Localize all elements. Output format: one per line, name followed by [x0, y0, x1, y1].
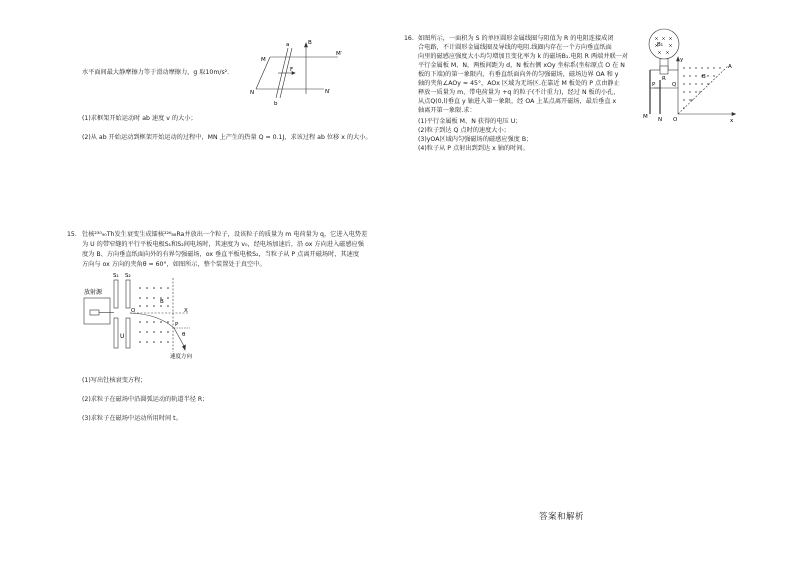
fig14-Np: N′	[325, 89, 331, 95]
fig15-vdir: 速度方向	[170, 354, 193, 360]
p15-number: 15.	[67, 231, 77, 238]
p16-q1: (1)平行金属板 M、N 获得的电压 U；	[418, 118, 522, 125]
p14-intro: 水平面间最大静摩擦力等于滑动摩擦力，g 取10m/s².	[82, 69, 230, 76]
p16-line-1: 如图所示，一面积为 S 的单匝圆形金属线圈与阻值为 R 的电阻连接成闭	[418, 35, 614, 42]
p14-figure	[248, 38, 348, 110]
p16-line-3: 向里的磁感应强度大小均匀增加且变化率为 k 的磁场B₁.电阻 R 两端并联一对	[418, 53, 629, 60]
p16-line-4: 平行金属板 M、N，两板间距为 d，N 板右侧 xOy 坐标系(坐标原点 O 在 N	[418, 62, 625, 69]
fig14-a: a	[286, 42, 290, 48]
p16-line-5: 板的下端)的第一象限内，有垂直纸面向外的匀强磁场，磁场边界 OA 和 y	[418, 71, 619, 78]
p15-q1: (1)写出钍核衰变方程；	[82, 377, 147, 384]
fig15-U: U	[120, 333, 125, 340]
p15-figure	[78, 270, 228, 362]
fig15-S1: S₁	[113, 273, 119, 279]
p16-number: 16.	[404, 35, 414, 42]
p15-q2: (2)求粒子在磁场中沿圆弧运动的轨道半径 R；	[82, 396, 209, 403]
p15-line-2: 为 U 的带窄缝的平行平板电极S₁和S₂间电场时，其速度为 v₀，经电场加速后，沿 ox 方向进入磁感应强	[82, 241, 364, 248]
fig14-N: N	[250, 90, 255, 96]
fig16-R: R	[662, 76, 666, 82]
p16-line-2: 合电路，不计圆形金属线圈及导线的电阻.线圈内存在一个方向垂直纸面	[418, 44, 612, 51]
fig15-source: 放射源	[84, 289, 103, 296]
fig14-M: M	[261, 57, 266, 63]
fig16-Q: Q	[672, 82, 677, 88]
fig16-A: A	[728, 64, 732, 70]
fig16-B: B	[702, 74, 706, 80]
p15-line-4: 方向与 ox 方向的夹角θ = 60°，如图所示，整个装置处于真空中。	[82, 261, 266, 268]
fig16-y: y	[680, 57, 684, 63]
p16-figure	[640, 26, 736, 124]
fig15-theta: θ	[182, 332, 186, 338]
p15-line-1: 钍核²³⁰₉₀Th发生衰变生成镭核²²⁶₈₈Ra并放出一个粒子，设该粒子的质量为 m 电荷量为 q，它进入电势差	[82, 231, 368, 238]
fig16-P: P	[652, 82, 656, 88]
fig15-X: X	[184, 308, 188, 314]
p16-q3: (3)yOA区域内匀强磁场的磁感应强度 B；	[418, 136, 533, 143]
fig16-B1: B₁	[657, 42, 663, 48]
fig14-b: b	[274, 101, 278, 107]
fig15-P: P	[175, 322, 179, 328]
p16-line-8: 从点Q(0,l)垂直 y 轴进入第一象限，经 OA 上某点离开磁场，最后垂直 x	[418, 98, 617, 105]
fig16-N: N	[658, 117, 663, 123]
p16-line-9: 轴离开第一象限.求：	[418, 107, 476, 114]
fig16-O: O	[673, 117, 678, 123]
fig14-B: B	[308, 40, 312, 46]
p16-q2: (2)粒子到达 Q 点时的速度大小；	[418, 127, 510, 134]
p16-q4: (4)粒子从 P 点射出到到达 x 轴的时间。	[418, 145, 529, 152]
p16-line-6: 轴的夹角∠AOy = 45°，AOx 区域为无场区.在靠近 M 板处的 P 点由静止	[418, 80, 620, 87]
p14-q1: (1)求框架开始运动时 ab 速度 v 的大小；	[82, 115, 197, 122]
answer-title: 答案和解析	[539, 512, 585, 522]
fig15-S2: S₂	[125, 273, 131, 279]
fig15-B: B	[160, 299, 164, 305]
fig16-x: x	[730, 118, 734, 124]
fig14-F: F	[290, 67, 294, 73]
fig14-Mp: M′	[336, 51, 342, 57]
p15-line-3: 度为 B、方向垂直纸面向外的有界匀强磁场，ox 垂直平板电极S₂，当粒子从 P 点离开磁场时，其速度	[82, 251, 360, 258]
fig16-M: M	[643, 114, 648, 120]
fig15-O: O	[131, 308, 136, 314]
p14-q2: (2)从 ab 开始运动到框架开始运动的过程中，MN 上产生的热量 Q = 0.1J，求该过程 ab 位移 x 的大小。	[82, 134, 372, 141]
p16-line-7: 释放一质量为 m、带电荷量为 +q 的粒子(不计重力)，经过 N 板的小孔，	[418, 89, 620, 96]
p15-q3: (3)求粒子在磁场中运动所用时间 t。	[82, 415, 182, 422]
